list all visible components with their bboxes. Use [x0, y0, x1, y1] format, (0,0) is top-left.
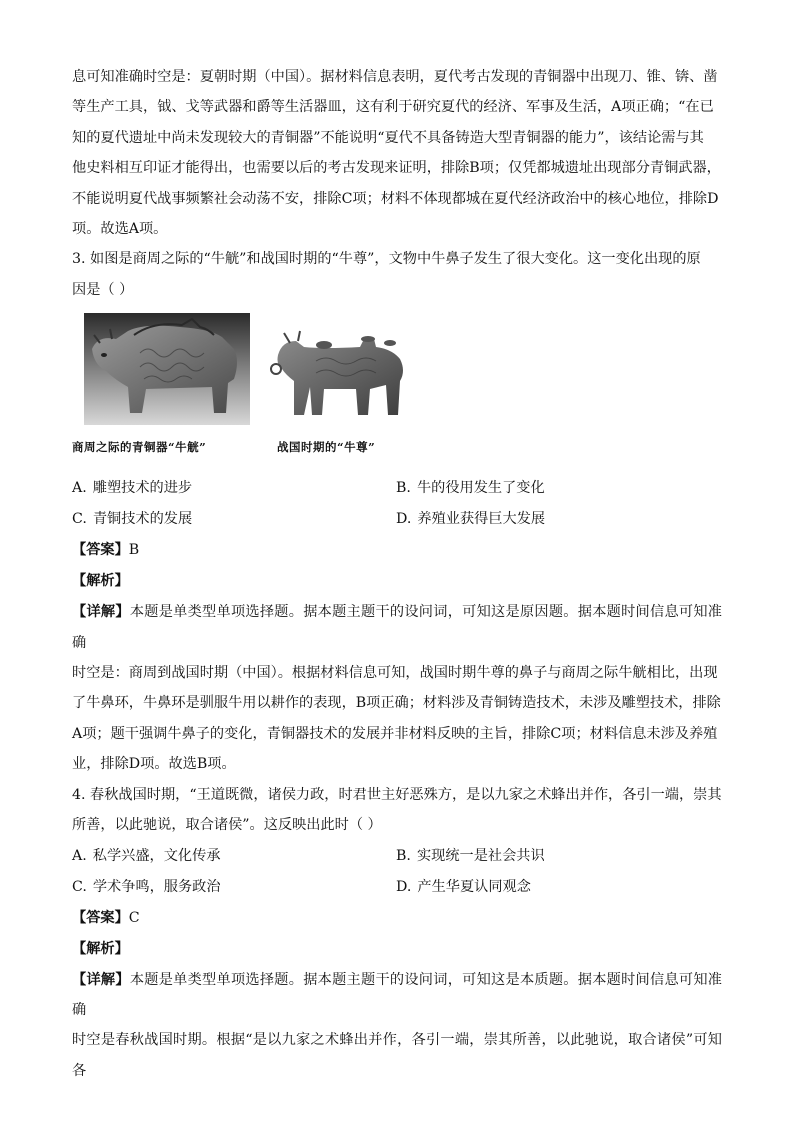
q4-detail-line-2: 时空是春秋战国时期。根据“是以九家之术蜂出并作，各引一端，崇其所善，以此驰说，取合诸侯”可知各	[72, 1032, 722, 1079]
q3-option-b: B. 牛的役用发生了变化	[396, 480, 545, 497]
q3-option-a: A. 雕塑技术的进步	[72, 480, 193, 497]
intro-line-2: 等生产工具，钺、戈等武器和爵等生活器皿，这有利于研究夏代的经济、军事及生活，A项正确；“在已	[72, 99, 714, 116]
q4-option-b: B. 实现统一是社会共识	[396, 847, 545, 864]
q3-detail-line-4: A项；题干强调牛鼻子的变化，青铜器技术的发展并非材料反映的主旨，排除C项；材料信息未涉及养殖	[72, 725, 718, 742]
intro-line-3: 知的夏代遗址中尚未发现较大的青铜器”不能说明“夏代不具备铸造大型青铜器的能力”，该结论需与其	[72, 129, 704, 146]
figure-caption-ox-gong: 商周之际的青铜器“牛觥”	[72, 440, 207, 455]
intro-line-1: 息可知准确时空是：夏朝时期（中国）。据材料信息表明，夏代考古发现的青铜器中出现刀、锥、锛、凿	[72, 69, 718, 85]
q4-options	[72, 841, 722, 903]
intro-line-4: 他史料相互印证才能得出，也需要以后的考古发现来证明，排除B项；仅凭都城遗址出现部分青铜武器，	[72, 160, 721, 177]
q4-stem-line-2: 所善，以此驰说，取合诸侯”。这反映出此时（ ）	[72, 817, 382, 834]
intro-line-5: 不能说明夏代战事频繁社会动荡不安，排除C项；材料不体现都城在夏代经济政治中的核心地位，排除D	[72, 190, 719, 207]
q3-option-d: D. 养殖业获得巨大发展	[396, 511, 546, 528]
q3-detail-line-3: 了牛鼻环，牛鼻环是驯服牛用以耕作的表现，B项正确；材料涉及青铜铸造技术，未涉及雕塑技术，排除	[72, 695, 721, 712]
document-page	[72, 62, 722, 1086]
q4-option-d: D. 产生华夏认同观念	[396, 878, 531, 895]
q4-option-a: A. 私学兴盛，文化传承	[72, 847, 221, 864]
q4-option-c: C. 学术争鸣，服务政治	[72, 878, 221, 895]
q4-answer: 【答案】C	[72, 909, 140, 926]
q3-stem-line-2: 因是（ ）	[72, 281, 134, 298]
intro-line-6: 项。故选A项。	[72, 221, 168, 238]
q3-option-c: C. 青铜技术的发展	[72, 511, 193, 528]
q4-stem-line-1: 4. 春秋战国时期，“王道既微，诸侯力政，时君世主好恶殊方，是以九家之术蜂出并作，各引一端，崇其	[72, 786, 722, 803]
q3-detail-line-1: 【详解】本题是单类型单项选择题。据本题主题干的设问词，可知这是原因题。据本题时间信息可知准确	[72, 604, 722, 651]
q4-analysis-heading: 【解析】	[72, 940, 129, 957]
q3-stem-line-1: 3. 如图是商周之际的“牛觥”和战国时期的“牛尊”，文物中牛鼻子发生了很大变化。这一变化出现的原	[72, 251, 701, 268]
q3-analysis-heading: 【解析】	[72, 573, 129, 590]
q3-answer: 【答案】B	[72, 542, 140, 559]
q3-detail-line-2: 时空是：商周到战国时期（中国）。根据材料信息可知，战国时期牛尊的鼻子与商周之际牛觥相比，出现	[72, 665, 718, 682]
bronze-ox-zun-image	[264, 319, 414, 427]
q4-detail-line-1: 【详解】本题是单类型单项选择题。据本题主题干的设问词，可知这是本质题。据本题时间信息可知准确	[72, 971, 722, 1018]
q3-options	[72, 473, 722, 535]
bronze-ox-gong-image	[84, 313, 250, 425]
figure-caption-ox-zun: 战国时期的“牛尊”	[277, 440, 376, 455]
q3-detail-line-5: 业，排除D项。故选B项。	[72, 756, 236, 773]
q3-figures	[72, 313, 722, 473]
